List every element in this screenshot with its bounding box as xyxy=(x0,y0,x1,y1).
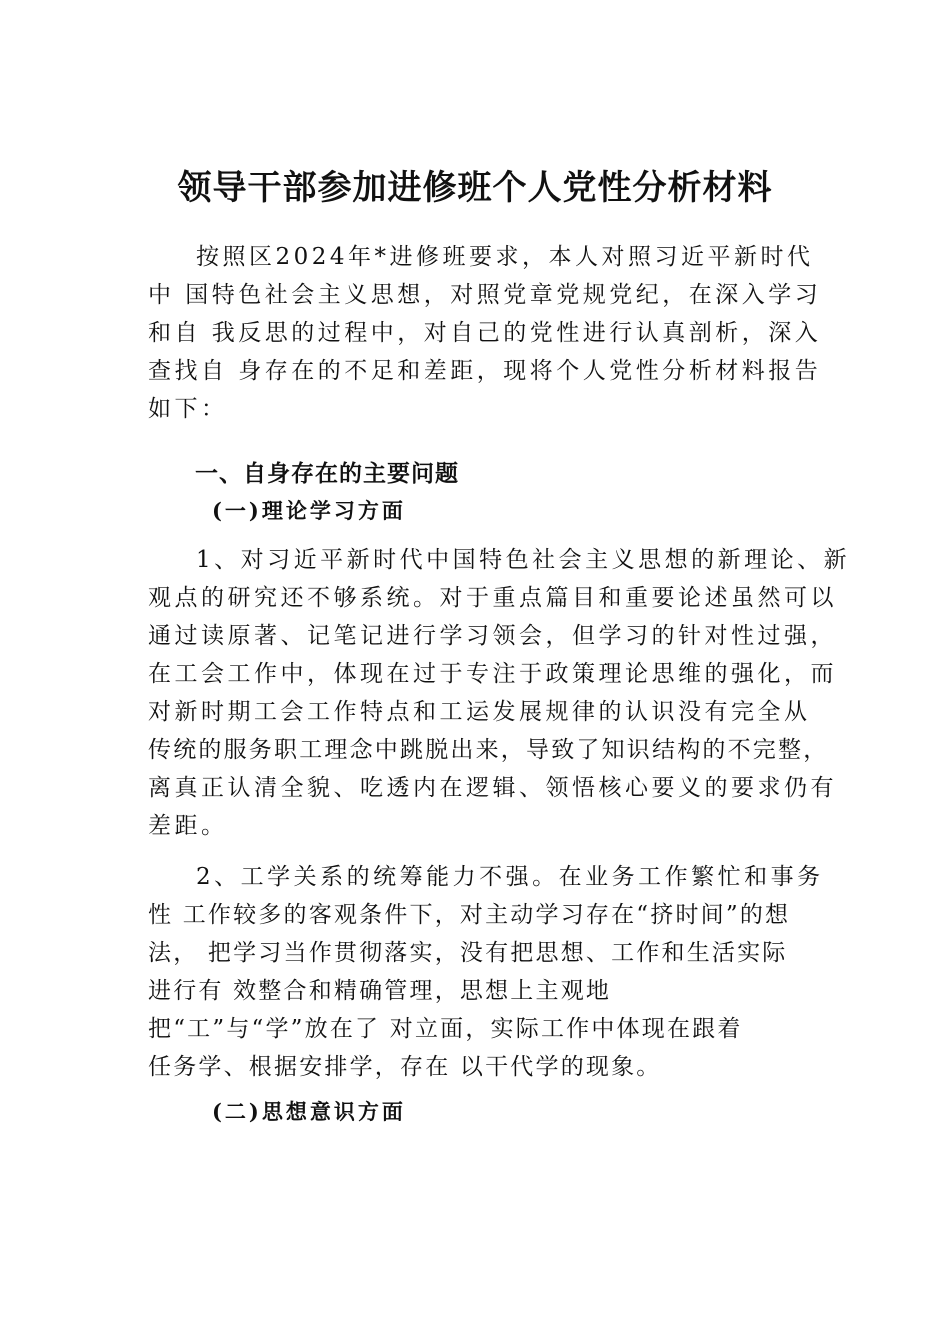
intro-line-2: 中 国特色社会主义思想，对照党章党规党纪，在深入学习 xyxy=(148,282,822,308)
para2-line-3: 法， 把学习当作贯彻落实，没有把思想、工作和生活实际 xyxy=(148,940,788,966)
section-heading-1: 一、自身存在的主要问题 xyxy=(195,461,459,487)
intro-line-5: 如下： xyxy=(148,396,228,422)
para2-line-4: 进行有 效整合和精确管理，思想上主观地 xyxy=(148,978,612,1004)
para2-line-6: 任务学、根据安排学，存在 以干代学的现象。 xyxy=(148,1054,662,1080)
para1-line-7: 离真正认清全貌、吃透内在逻辑、领悟核心要义的要求仍有 xyxy=(148,775,837,801)
document-title: 领导干部参加进修班个人党性分析材料 xyxy=(177,168,773,208)
para2-line-2: 性 工作较多的客观条件下，对主动学习存在“挤时间”的想 xyxy=(148,902,791,928)
intro-line-4: 查找自 身存在的不足和差距，现将个人党性分析材料报告 xyxy=(148,358,822,384)
para1-line-5: 对新时期工会工作特点和工运发展规律的认识没有完全从 xyxy=(148,699,811,725)
intro-line-3: 和自 我反思的过程中，对自己的党性进行认真剖析，深入 xyxy=(148,320,822,346)
para1-line-6: 传统的服务职工理念中跳脱出来，导致了知识结构的不完整， xyxy=(148,737,829,763)
intro-line-1: 按照区2024年*进修班要求，本人对照习近平新时代 xyxy=(196,244,814,270)
subsection-heading-2: (二)思想意识方面 xyxy=(212,1099,406,1124)
para1-line-2: 观点的研究还不够系统。对于重点篇目和重要论述虽然可以 xyxy=(148,585,837,611)
para1-line-4: 在工会工作中，体现在过于专注于政策理论思维的强化，而 xyxy=(148,661,837,687)
para1-line-1: 1、对习近平新时代中国特色社会主义思想的新理论、新 xyxy=(196,547,851,573)
para2-line-1: 2、工学关系的统筹能力不强。在业务工作繁忙和事务 xyxy=(196,864,824,890)
subsection-heading-1: (一)理论学习方面 xyxy=(212,498,406,523)
para1-line-8: 差距。 xyxy=(148,813,228,839)
para2-line-5: 把“工”与“学”放在了 对立面，实际工作中体现在跟着 xyxy=(148,1016,743,1042)
para1-line-3: 通过读原著、记笔记进行学习领会，但学习的针对性过强， xyxy=(148,623,837,649)
